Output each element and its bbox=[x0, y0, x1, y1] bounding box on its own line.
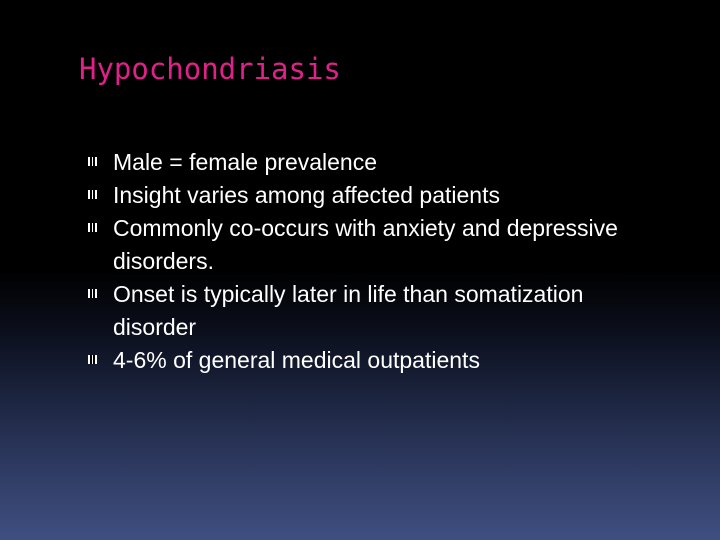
square-bullet-icon bbox=[88, 355, 97, 364]
square-bullet-icon bbox=[88, 190, 97, 199]
bullet-text: 4-6% of general medical outpatients bbox=[113, 347, 480, 373]
bullet-text: Male = female prevalence bbox=[113, 149, 378, 175]
bullet-text: Insight varies among affected patients bbox=[113, 182, 500, 208]
bullet-text: Commonly co-occurs with anxiety and depressive disorders. bbox=[113, 215, 618, 274]
square-bullet-icon bbox=[88, 157, 97, 166]
bullet-list bbox=[86, 146, 646, 377]
bullet-item bbox=[86, 179, 646, 212]
bullet-item bbox=[86, 278, 646, 344]
bullet-text: Onset is typically later in life than somatization disorder bbox=[113, 281, 584, 340]
slide-title: Hypochondriasis bbox=[79, 52, 341, 86]
bullet-item bbox=[86, 146, 646, 179]
square-bullet-icon bbox=[88, 223, 97, 232]
bullet-item bbox=[86, 344, 646, 377]
square-bullet-icon bbox=[88, 289, 97, 298]
bullet-item bbox=[86, 212, 646, 278]
